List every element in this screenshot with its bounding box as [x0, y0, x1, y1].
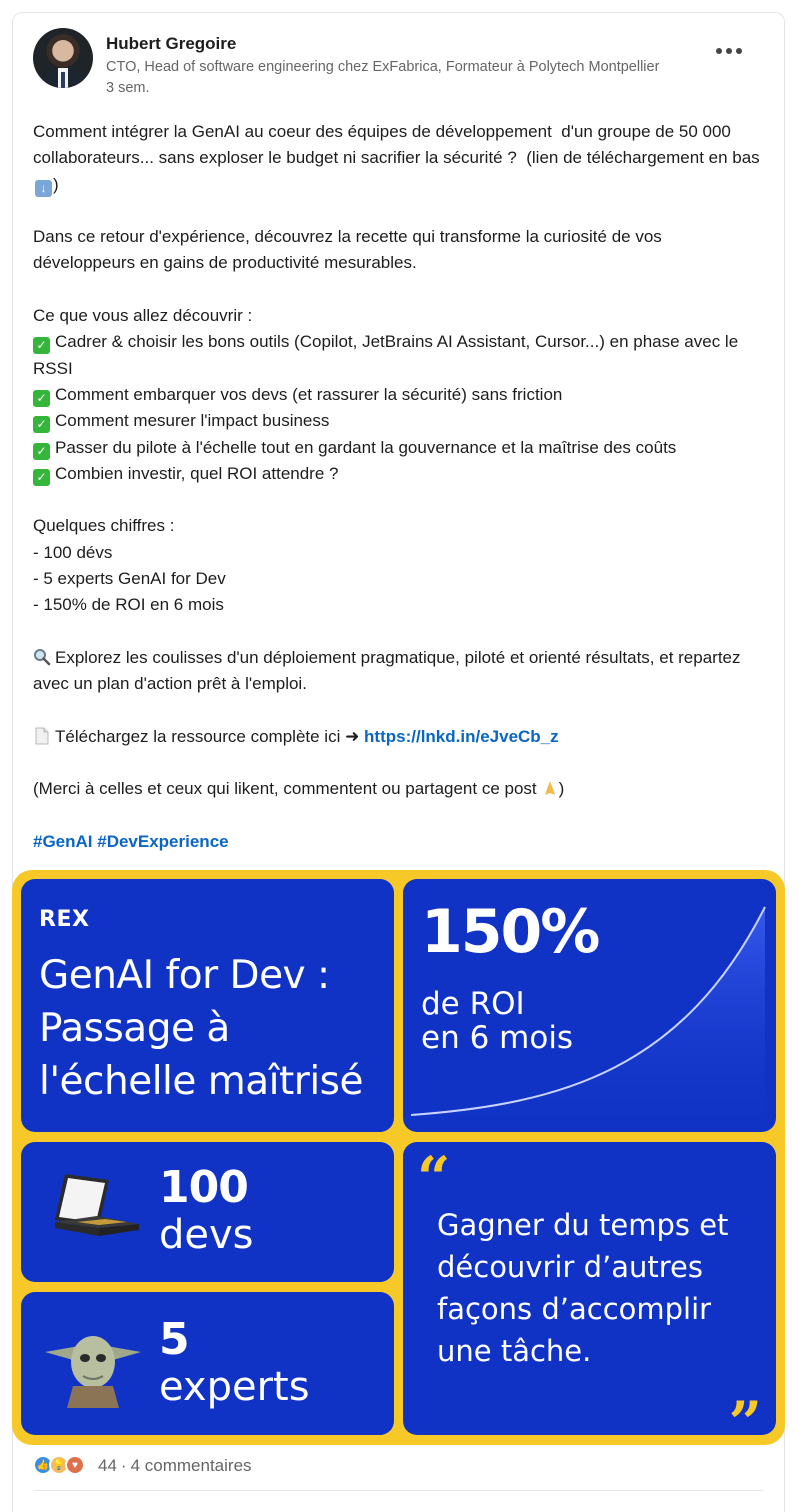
post-paragraph: Dans ce retour d'expérience, découvrez la recette qui transforme la curiosité de vos développeurs en gains de productivité mesurables. — [33, 227, 667, 273]
roi-percent: 150% — [421, 897, 599, 967]
separator: · — [120, 1456, 127, 1475]
folded-hands-icon — [541, 779, 559, 797]
figure-item: - 100 dévs — [33, 542, 113, 562]
experts-panel — [21, 1292, 394, 1435]
image-title: GenAI for Dev : Passage à l'échelle maîtrisé — [39, 953, 363, 1104]
check-icon: ✓ — [33, 390, 50, 407]
post-timestamp: 3 sem. — [106, 80, 150, 96]
check-icon: ✓ — [33, 337, 50, 354]
yoda-icon — [43, 1312, 143, 1412]
post-intro-end: ) — [53, 174, 59, 194]
roi-line-1: de ROI — [421, 986, 525, 1022]
author-headline: CTO, Head of software engineering chez ExFabrica, Formateur à Polytech Montpellier — [106, 59, 660, 75]
comments-count[interactable]: 4 commentaires — [130, 1456, 252, 1475]
check-icon: ✓ — [33, 443, 50, 460]
hashtags[interactable]: #GenAI #DevExperience — [33, 832, 229, 852]
reaction-count[interactable]: 44 — [98, 1456, 117, 1475]
author-avatar[interactable] — [33, 28, 93, 88]
laptop-icon — [47, 1164, 147, 1264]
check-item — [33, 435, 763, 461]
discover-title: Ce que vous allez découvrir : — [33, 306, 253, 326]
check-item-text: Passer du pilote à l'échelle tout en gardant la gouvernance et la maîtrise des coûts — [55, 437, 677, 457]
explore-paragraph — [33, 645, 763, 698]
post-image[interactable] — [12, 870, 785, 1445]
magnifier-icon — [33, 648, 51, 666]
check-icon: ✓ — [33, 416, 50, 433]
devs-number: 100 — [159, 1162, 248, 1213]
download-line — [33, 724, 763, 750]
more-dot-icon — [736, 48, 742, 54]
post-intro — [33, 119, 763, 198]
divider — [33, 1490, 763, 1491]
like-reaction-icon: 👍 — [33, 1455, 53, 1475]
author-name[interactable]: Hubert Gregoire — [106, 34, 237, 53]
quote-panel — [403, 1142, 776, 1435]
close-quote-icon: ” — [728, 1389, 762, 1435]
check-item-text: Cadrer & choisir les bons outils (Copilot, JetBrains AI Assistant, Cursor...) en phase avec le RSSI — [33, 332, 743, 378]
download-text: Téléchargez la ressource complète ici ➜ — [55, 726, 365, 746]
download-link[interactable]: https://lnkd.in/eJveCb_z — [364, 726, 559, 746]
post-body — [33, 119, 763, 855]
figures-title: Quelques chiffres : — [33, 516, 175, 536]
experts-label: experts — [159, 1364, 310, 1410]
social-counts — [98, 1456, 252, 1476]
more-options-button[interactable] — [712, 38, 746, 64]
check-item-text: Comment embarquer vos devs (et rassurer la sécurité) sans friction — [55, 384, 563, 404]
experts-number: 5 — [159, 1314, 189, 1365]
rex-label: REX — [39, 907, 90, 932]
check-item — [33, 329, 763, 382]
check-item-text: Combien investir, quel ROI attendre ? — [55, 463, 339, 483]
roi-line-2: en 6 mois — [421, 1020, 574, 1056]
devs-panel — [21, 1142, 394, 1282]
thanks-line — [33, 776, 763, 802]
post-intro-text: Comment intégrer la GenAI au coeur des équipes de développement d'un groupe de 50 000 collaborateurs... sans exploser le budget ni sacrifier la sécurité ? (lien de téléchargement en bas — [33, 122, 760, 168]
check-icon: ✓ — [33, 469, 50, 486]
check-item — [33, 408, 763, 434]
check-item — [33, 382, 763, 408]
roi-panel — [403, 879, 776, 1132]
check-item-text: Comment mesurer l'impact business — [55, 411, 330, 431]
more-dot-icon — [726, 48, 732, 54]
insightful-reaction-icon: 💡 — [49, 1455, 69, 1475]
open-quote-icon: “ — [417, 1144, 451, 1212]
check-item — [33, 461, 763, 487]
figure-item: - 5 experts GenAI for Dev — [33, 569, 226, 589]
explore-text: Explorez les coulisses d'un déploiement pragmatique, piloté et orienté résultats, et repartez avec un plan d'action prêt à l'emploi. — [33, 647, 746, 694]
devs-label: devs — [159, 1212, 254, 1258]
document-icon — [33, 727, 51, 745]
quote-text: Gagner du temps et découvrir d’autres façons d’accomplir une tâche. — [437, 1208, 729, 1368]
more-dot-icon — [716, 48, 722, 54]
figure-item: - 150% de ROI en 6 mois — [33, 595, 224, 615]
thanks-text: (Merci à celles et ceux qui likent, commentent ou partagent ce post — [33, 779, 537, 799]
avatar-tie — [61, 72, 65, 88]
thanks-end: ) — [558, 779, 565, 799]
title-panel — [21, 879, 394, 1132]
down-arrow-icon: ↓ — [35, 180, 52, 197]
roi-label — [421, 987, 573, 1055]
reactions-icons[interactable] — [33, 1455, 81, 1475]
love-reaction-icon: ♥ — [65, 1455, 85, 1475]
